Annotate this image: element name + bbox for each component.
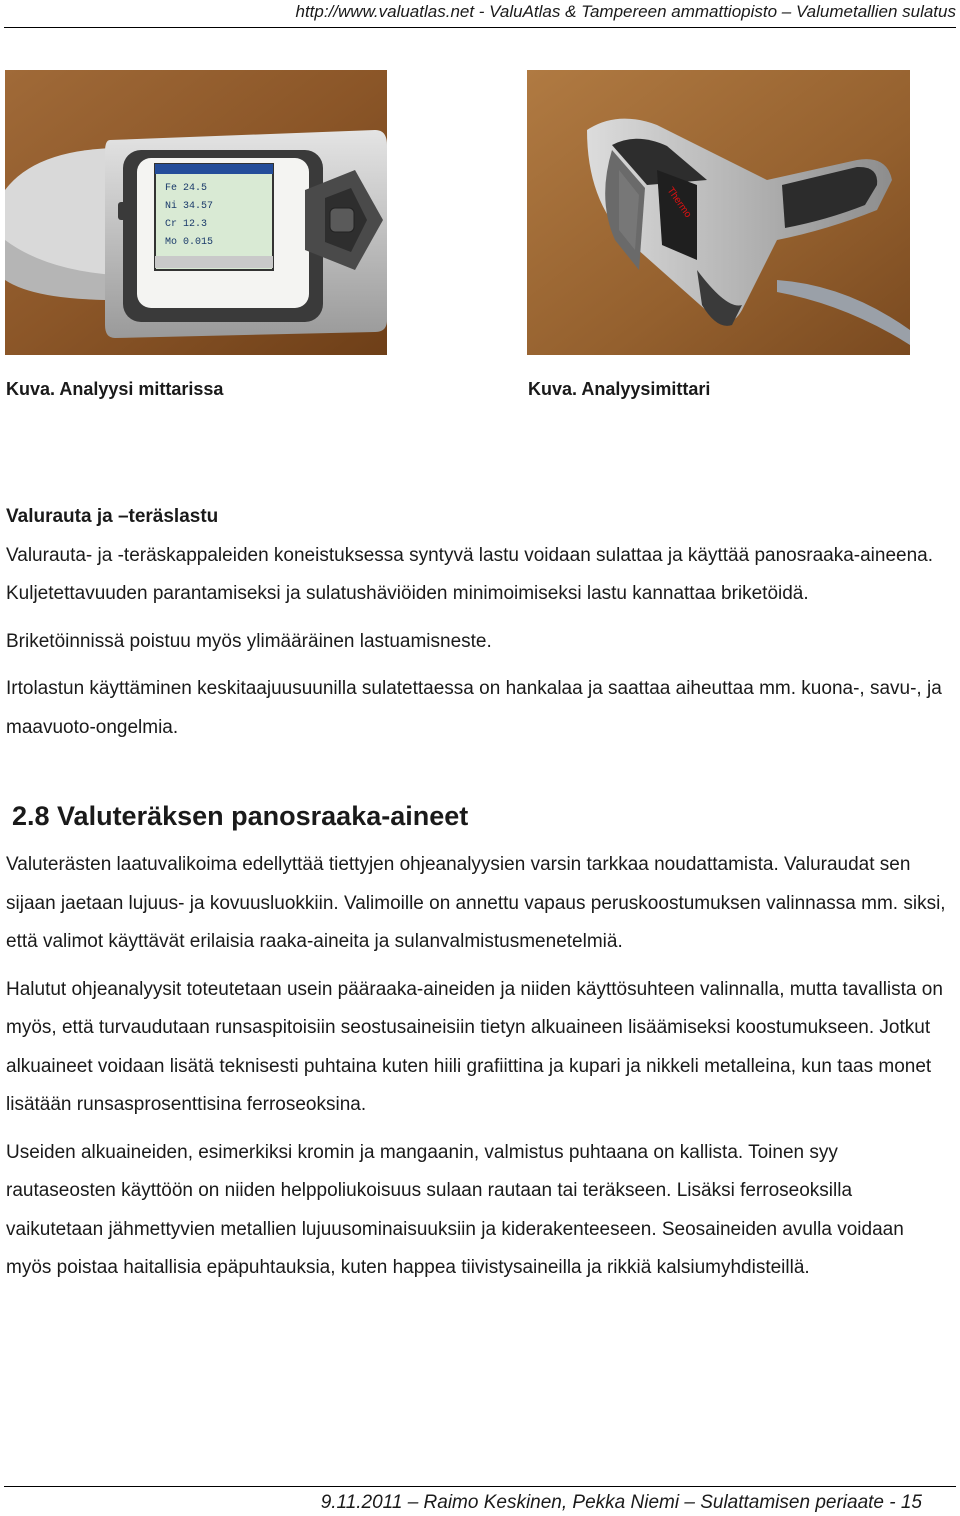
heading-2-8: 2.8 Valuteräksen panosraaka-aineet	[12, 801, 469, 831]
photo-analyzer-screen	[5, 70, 387, 355]
footer-rule	[4, 1486, 956, 1487]
heading-valurauta: Valurauta ja –teräslastu	[6, 506, 219, 527]
readout-line-3: Cr 12.3	[165, 219, 208, 230]
caption-analyzer-screen: Kuva. Analyysi mittarissa	[6, 379, 224, 399]
paragraph-2-8-3: Useiden alkuaineiden, esimerkiksi kromin ja mangaanin, valmistus puhtaana on kallista. Toinen syy rautaseosten käyttöön on niiden helppoliukoisuus sulaan rautaan tai teräkseen. Lisäksi ferroseoksilla vaikutetaan jähmettyvien metallien lujuusominaisuuksiin ja kiderakenteeseen. Seosaineiden avulla voidaan myös poistaa haitallisia epäpuhtauksia, kuten happea tiivistysaineilla ja rikkiä kalsiumyhdisteillä.	[6, 1141, 904, 1278]
analyzer-device-illustration	[527, 70, 910, 355]
analyzer-screen-illustration	[5, 70, 387, 355]
paragraph-2-8-1: Valuterästen laatuvalikoima edellyttää tiettyjen ohjeanalyysien varsin tarkkaa noudattamista. Valuraudat sen sijaan jaetaan lujuus- ja kovuusluokkiin. Valimoille on annettu vapaus peruskoostumuksen valinnassa mm. siksi, että valimot käyttävät erilaisia raaka-aineita ja sulanvalmistusmenetelmiä.	[6, 854, 946, 952]
caption-analyzer-device: Kuva. Analyysimittari	[528, 379, 711, 399]
brand-text: Thermo	[664, 185, 694, 220]
paragraph-2-8-2: Halutut ohjeanalyysit toteutetaan usein pääraaka-aineiden ja niiden käyttösuhteen valinnalla, mutta tavallista on myös, että turvaudutaan runsaspitoisiin seostusaineisiin tietyn alkuaineen lisäämiseksi koostumukseen. Jotkut alkuaineet voidaan lisätä teknisesti puhtaina kuten hiili grafiittina ja kupari ja nikkeli metalleina, kun taas monet lisätään runsasprosenttisina ferroseoksina.	[6, 978, 943, 1115]
footer-text: 9.11.2011 – Raimo Keskinen, Pekka Niemi – Sulattamisen periaate - 15	[320, 1492, 922, 1513]
readout-line-2: Ni 34.57	[165, 201, 214, 212]
page-header	[0, 0, 960, 30]
header-rule	[4, 27, 956, 28]
header-text: http://www.valuatlas.net - ValuAtlas & Tampereen ammattiopisto – Valumetallien sulatus	[295, 2, 956, 21]
paragraph-valurauta-1: Valurauta- ja -teräskappaleiden koneistuksessa syntyvä lastu voidaan sulattaa ja käyttää panosraaka-aineena. Kuljetettavuuden parantamiseksi ja sulatushäviöiden minimoimiseksi lastu kannattaa briketöidä.	[6, 544, 933, 604]
body-content	[6, 498, 946, 1288]
photo-analyzer-device	[527, 70, 910, 355]
readout-line-4: Mo 0.015	[165, 237, 214, 248]
paragraph-valurauta-2: Briketöinnissä poistuu myös ylimääräinen lastuamisneste.	[6, 630, 492, 652]
paragraph-valurauta-3: Irtolastun käyttäminen keskitaajuusuunilla sulatettaessa on hankalaa ja saattaa aiheuttaa mm. kuona-, savu-, ja maavuoto-ongelmia.	[6, 678, 942, 738]
readout-line-1: Fe 24.5	[165, 183, 208, 194]
